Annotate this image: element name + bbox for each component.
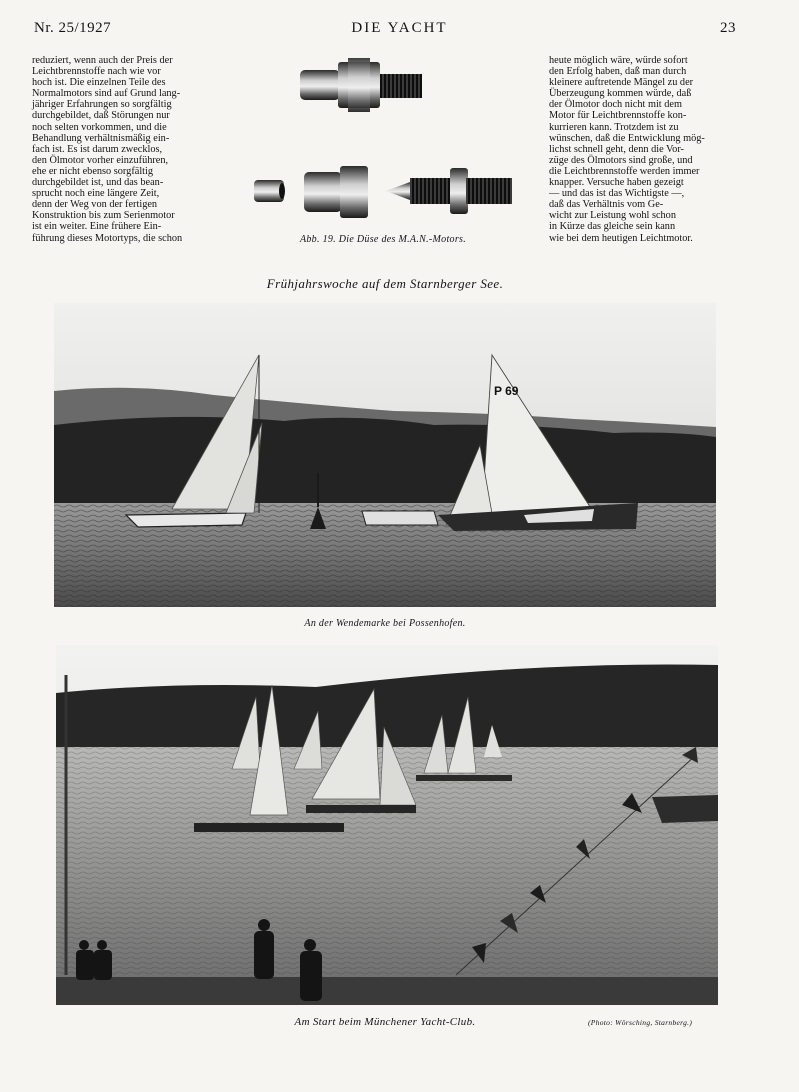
text-line: kurrieren kann. Trotzdem ist zu: [549, 121, 679, 133]
nozzle-figure: [240, 52, 530, 230]
text-line: daß das Verhältnis vom Ge-: [549, 199, 664, 211]
text-line: Überzeugung kommen würde, daß: [549, 88, 692, 100]
text-line: führung dieses Motortyps, die schon: [32, 232, 183, 244]
text-line: heute möglich wäre, würde sofort: [549, 55, 688, 66]
text-line: den Erfolg haben, daß man durch: [549, 66, 687, 78]
text-line: jähriger Erfahrungen so sorgfältig: [32, 99, 172, 111]
text-line: wie bei dem heutigen Leichtmotor.: [549, 232, 693, 244]
text-line: wünschen, daß die Entwicklung mög-: [549, 132, 705, 144]
text-line: knapper. Versuche haben gezeigt: [549, 177, 684, 189]
issue-number: Nr. 25/1927: [34, 20, 112, 36]
figure-caption: Abb. 19. Die Düse des M.A.N.-Motors.: [299, 234, 467, 245]
text-line: Behandlung verhältnismäßig ein-: [32, 132, 170, 144]
text-line: durchgebildet, daß Störungen nur: [32, 110, 170, 122]
text-line: reduziert, wenn auch der Preis der: [32, 55, 173, 66]
photo1-caption: An der Wendemarke bei Possenhofen.: [304, 618, 466, 629]
text-line: Konstruktion bis zum Serienmotor: [32, 210, 175, 222]
text-line: hoch ist. Die einzelnen Teile des: [32, 77, 166, 89]
photo-credit: (Photo: Wörsching, Starnberg.): [588, 1018, 693, 1027]
text-line: ist ein weiter. Eine frühere Ein-: [32, 221, 162, 233]
text-line: den Ölmotor vorher einzuführen,: [32, 154, 169, 166]
regatta-photo-start: [56, 645, 718, 1005]
text-line: in Kürze das gleiche sein kann: [549, 221, 676, 233]
section-title: Frühjahrswoche auf dem Starnberger See.: [266, 276, 504, 291]
text-line: Motor für Leichtbrennstoffe kon-: [549, 110, 687, 122]
sleeve-part-image: [254, 180, 285, 202]
needle-part-image: [386, 168, 512, 214]
photo2-caption: Am Start beim Münchener Yacht-Club.: [294, 1016, 476, 1028]
text-line: noch selten vorkommen, und die: [32, 121, 167, 133]
text-line: züge des Ölmotors sind große, und: [549, 154, 693, 166]
text-line: lichst schnell geht, denn die Vor-: [549, 143, 684, 155]
sail-number: P 69: [494, 384, 519, 398]
nut-part-image: [304, 166, 368, 218]
text-line: die Leichtbrennstoffe werden immer: [549, 165, 700, 177]
text-line: wicht zur Leistung wohl schon: [549, 210, 676, 222]
text-line: Normalmotors sind auf Grund lang-: [32, 88, 181, 100]
text-line: fach ist. Es ist darum zwecklos,: [32, 143, 163, 155]
small-boat-image: [362, 511, 438, 525]
left-text-column: [32, 55, 217, 244]
text-line: denn der Weg von der fertigen: [32, 199, 158, 211]
text-line: Leichtbrennstoffe nach wie vor: [32, 66, 161, 78]
text-line: sprucht noch eine längere Zeit,: [32, 188, 160, 200]
motorboat-image: [652, 795, 718, 823]
regatta-photo-wendemarke: [54, 303, 716, 607]
text-line: durchgebildet ist, und das bean-: [32, 177, 164, 189]
page-number: 23: [720, 20, 736, 36]
shore-image: [56, 977, 718, 1005]
assembled-nozzle-image: [300, 58, 422, 112]
journal-title: DIE YACHT: [351, 20, 448, 36]
text-line: kleinere auftretende Mängel zu der: [549, 77, 694, 89]
text-line: der Ölmotor doch nicht mit dem: [549, 99, 682, 111]
right-text-column: [549, 55, 735, 244]
text-line: ehe er nicht ebenso sorgfältig: [32, 165, 154, 177]
text-line: — und das ist das Wichtigste —,: [549, 188, 685, 200]
